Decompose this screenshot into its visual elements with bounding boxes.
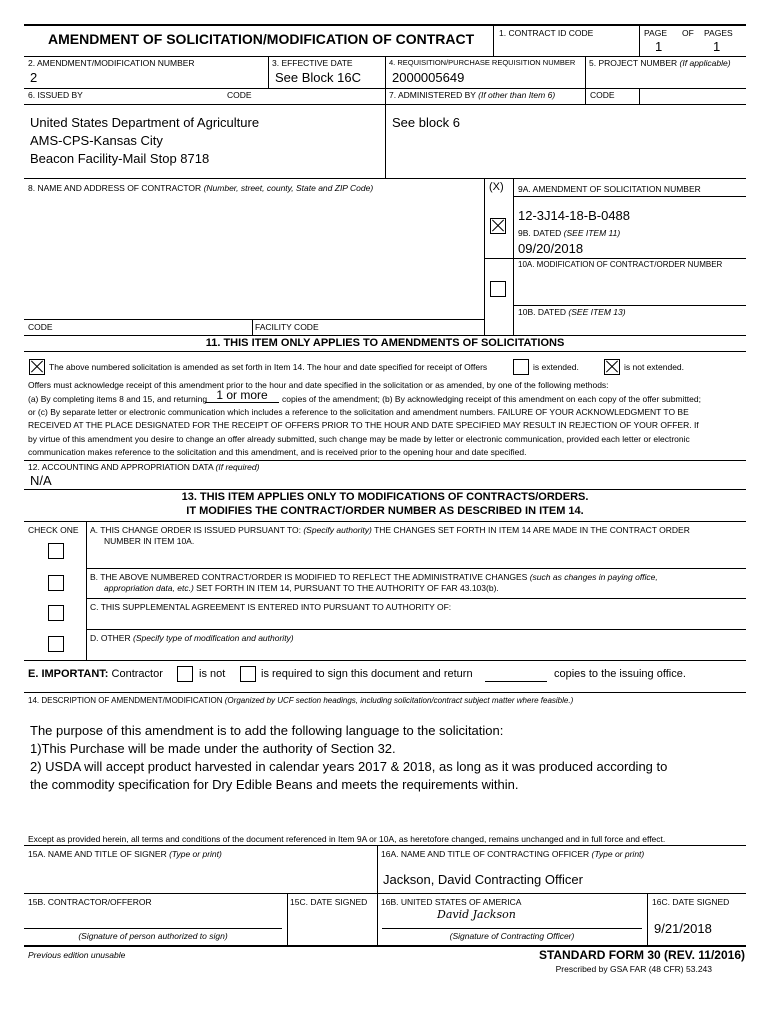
contract-id-label: 1. CONTRACT ID CODE (499, 28, 594, 38)
dated-10b-label: 10B. DATED (SEE ITEM 13) (518, 307, 626, 317)
page-value[interactable]: 1 (655, 39, 663, 54)
signer-name-label: 15A. NAME AND TITLE OF SIGNER (Type or print) (28, 849, 222, 859)
officer-signature[interactable]: David Jackson (437, 908, 516, 921)
section-11-line-3a: (a) By completing items 8 and 15, and returning (28, 394, 208, 404)
important-copies-label: copies to the issuing office. (554, 668, 686, 680)
section-11-line-6: by virtue of this amendment you desire to change an offer already submitted, such change may be made by letter or electronic communication, provided each letter or electronic (28, 434, 690, 444)
amendment-solicitation-checkbox[interactable] (490, 218, 506, 234)
section-13b-line-2: appropriation data, etc.) SET FORTH IN ITEM 14, PURSUANT TO THE AUTHORITY OF FAR 43.103(b). (104, 583, 499, 593)
dated-9b-label: 9B. DATED (SEE ITEM 11) (518, 228, 621, 238)
effective-date-value[interactable]: See Block 16C (275, 70, 361, 85)
important-is-not-label: is not (199, 668, 226, 680)
dated-9b-value[interactable]: 09/20/2018 (518, 241, 584, 256)
section-13-title-1: 13. THIS ITEM APPLIES ONLY TO MODIFICATIONS OF CONTRACTS/ORDERS. (181, 491, 589, 503)
signature-officer-caption: (Signature of Contracting Officer) (449, 931, 575, 941)
issued-by-label: 6. ISSUED BY (28, 90, 83, 100)
important-contractor: Contractor (111, 668, 163, 680)
x-header: (X) (489, 181, 504, 193)
contracting-officer-name-label: 16A. NAME AND TITLE OF CONTRACTING OFFICER (Type or print) (381, 849, 645, 859)
contractor-offeror-label: 15B. CONTRACTOR/OFFEROR (28, 897, 152, 907)
signature-person-caption: (Signature of person authorized to sign) (78, 931, 228, 941)
extended-checkbox[interactable] (513, 359, 529, 375)
issued-by-code-label: CODE (227, 90, 252, 100)
effective-date-label: 3. EFFECTIVE DATE (272, 58, 353, 68)
not-extended-label: is not extended. (624, 362, 685, 372)
administered-by-label: 7. ADMINISTERED BY (If other than Item 6) (389, 90, 556, 100)
section-13a-line-1: A. THIS CHANGE ORDER IS ISSUED PURSUANT TO: (Specify authority) THE CHANGES SET FORTH IN ITEM 14 ARE MADE IN THE CONTRACT ORDER (90, 525, 690, 535)
issued-by-line-3[interactable]: Beacon Facility-Mail Stop 8718 (30, 151, 210, 166)
important-is-not-checkbox[interactable] (177, 666, 193, 682)
contractor-date-signed-label: 15C. DATE SIGNED (290, 897, 368, 907)
previous-edition-note: Previous edition unusable (28, 950, 126, 960)
page-label: PAGE (644, 28, 667, 38)
section-13a-line-2: NUMBER IN ITEM 10A. (104, 536, 195, 546)
modification-contract-checkbox[interactable] (490, 281, 506, 297)
not-extended-checkbox[interactable] (604, 359, 620, 375)
officer-date-signed-value[interactable]: 9/21/2018 (654, 921, 712, 936)
form-title: AMENDMENT OF SOLICITATION/MODIFICATION OF CONTRACT (48, 31, 475, 47)
facility-code-label: FACILITY CODE (255, 322, 319, 332)
pages-label: PAGES (704, 28, 733, 38)
important-label: E. IMPORTANT: (28, 668, 109, 680)
issued-by-line-2[interactable]: AMS-CPS-Kansas City (30, 133, 163, 148)
section-13c-line: C. THIS SUPPLEMENTAL AGREEMENT IS ENTERED INTO PURSUANT TO AUTHORITY OF: (90, 602, 452, 612)
section-11-title: 11. THIS ITEM ONLY APPLIES TO AMENDMENTS OF SOLICITATIONS (205, 337, 565, 349)
except-provided-text: Except as provided herein, all terms and conditions of the document referenced in Item 9A or 10A, as heretofore changed, remains unchanged and in full force and effect. (28, 834, 666, 844)
united-states-label: 16B. UNITED STATES OF AMERICA (381, 897, 522, 907)
accounting-data-label: 12. ACCOUNTING AND APPROPRIATION DATA (If required) (28, 462, 260, 472)
of-label: OF (682, 28, 694, 38)
section-11-line-4: or (c) By separate letter or electronic communication which includes a reference to the solicitation and amendment numbers. FAILURE OF YOUR ACKNOWLEDGMENT TO BE (28, 407, 689, 417)
section-11-amended-checkbox[interactable] (29, 359, 45, 375)
section-13-title-2: IT MODIFIES THE CONTRACT/ORDER NUMBER AS DESCRIBED IN ITEM 14. (186, 505, 584, 517)
amendment-solicitation-number-value[interactable]: 12-3J14-18-B-0488 (518, 208, 631, 223)
standard-form-number: STANDARD FORM 30 (REV. 11/2016) (538, 948, 745, 962)
contractor-address-label: 8. NAME AND ADDRESS OF CONTRACTOR (Number, street, county, State and ZIP Code) (28, 183, 374, 193)
description-line-1[interactable]: The purpose of this amendment is to add the following language to the solicitation: (30, 723, 504, 738)
section-11-line-5: RECEIVED AT THE PLACE DESIGNATED FOR THE RECEIPT OF OFFERS PRIOR TO THE HOUR AND DATE SPECIFIED MAY RESULT IN REJECTION OF YOUR OFFER. If (28, 420, 699, 430)
description-line-2[interactable]: 1)This Purchase will be made under the authority of Section 32. (30, 741, 396, 756)
administered-by-code-label: CODE (590, 90, 615, 100)
project-number-label: 5. PROJECT NUMBER (If applicable) (589, 58, 731, 68)
section-13b-checkbox[interactable] (48, 575, 64, 591)
issued-by-line-1[interactable]: United States Department of Agriculture (30, 115, 260, 130)
section-13d-checkbox[interactable] (48, 636, 64, 652)
modification-contract-number-label: 10A. MODIFICATION OF CONTRACT/ORDER NUMBER (518, 260, 723, 269)
section-11-line-1: The above numbered solicitation is amended as set forth in Item 14. The hour and date specified for receipt of Offers (49, 362, 488, 372)
accounting-data-value[interactable]: N/A (30, 473, 52, 488)
contractor-code-label: CODE (28, 322, 53, 332)
pages-value[interactable]: 1 (713, 39, 721, 54)
description-line-3[interactable]: 2) USDA will accept product harvested in calendar years 2017 & 2018, as long as it was produced according to (30, 759, 668, 774)
section-11-line-3b: copies of the amendment; (b) By acknowledging receipt of this amendment on each copy of the offer submitted; (282, 394, 701, 404)
important-required-label: is required to sign this document and return (261, 668, 473, 680)
requisition-number-label: 4. REQUISITION/PURCHASE REQUISITION NUMBER (389, 58, 576, 67)
section-11-line-7: communication makes reference to the solicitation and this amendment, and is received prior to the opening hour and date specified. (28, 447, 527, 457)
amendment-solicitation-number-label: 9A. AMENDMENT OF SOLICITATION NUMBER (518, 184, 701, 194)
section-13d-line: D. OTHER (Specify type of modification and authority) (90, 633, 294, 643)
important-row (28, 668, 163, 680)
requisition-number-value[interactable]: 2000005649 (392, 70, 465, 85)
check-one-label: CHECK ONE (28, 525, 79, 535)
section-13b-line-1: B. THE ABOVE NUMBERED CONTRACT/ORDER IS MODIFIED TO REFLECT THE ADMINISTRATIVE CHANGES (such as changes in paying office, (90, 572, 658, 582)
officer-date-signed-label: 16C. DATE SIGNED (652, 897, 730, 907)
section-13a-checkbox[interactable] (48, 543, 64, 559)
prescribed-by: Prescribed by GSA FAR (48 CFR) 53.243 (555, 964, 712, 974)
section-11-line-2: Offers must acknowledge receipt of this amendment prior to the hour and date specified in the solicitation or as amended, by one of the following methods: (28, 380, 609, 390)
amendment-number-value[interactable]: 2 (30, 70, 38, 85)
contracting-officer-name-value[interactable]: Jackson, David Contracting Officer (383, 872, 583, 887)
section-13c-checkbox[interactable] (48, 605, 64, 621)
description-line-4[interactable]: the commodity specification for Dry Edible Beans and meets the requirements within. (30, 777, 519, 792)
important-copies-field[interactable] (485, 681, 547, 682)
extended-label: is extended. (533, 362, 579, 372)
description-label: 14. DESCRIPTION OF AMENDMENT/MODIFICATION (Organized by UCF section headings, including solicitation/contract subject matter where feasible.) (28, 696, 574, 705)
amendment-number-label: 2. AMENDMENT/MODIFICATION NUMBER (28, 58, 195, 68)
copies-returned-value[interactable]: 1 or more (205, 388, 279, 403)
important-required-checkbox[interactable] (240, 666, 256, 682)
administered-by-value[interactable]: See block 6 (392, 115, 460, 130)
